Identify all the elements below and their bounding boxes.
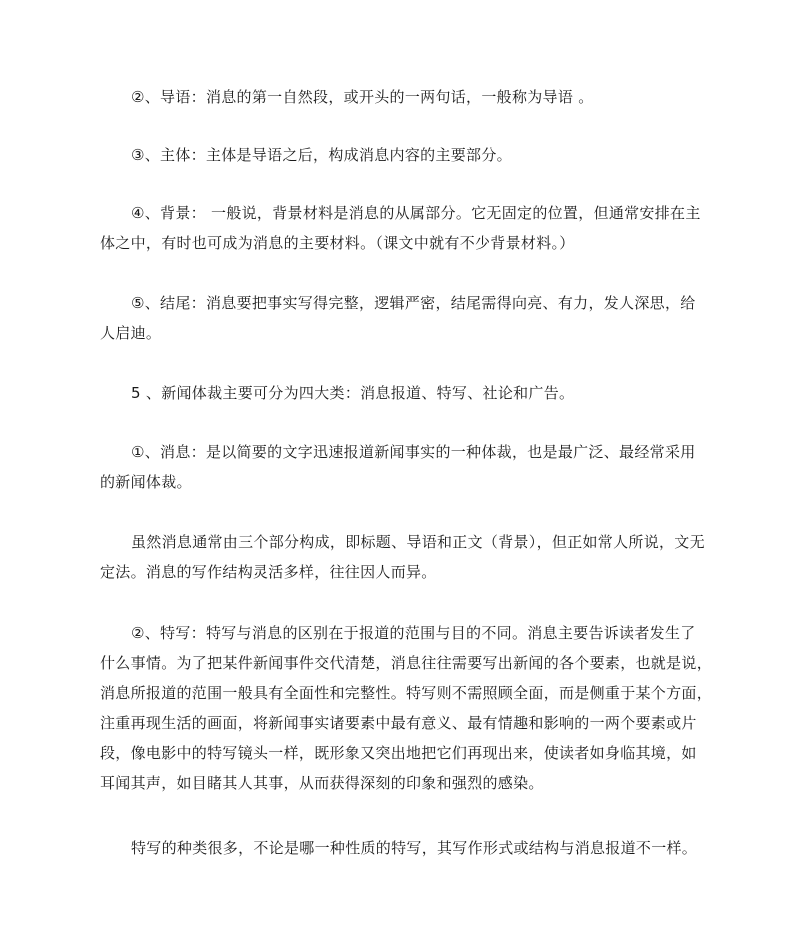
- text-line: 虽然消息通常由三个部分构成，即标题、导语和正文（背景），但正如常人所说，文无: [131, 533, 705, 551]
- text-line: 的新闻体裁。: [100, 473, 192, 491]
- text-line: 特写的种类很多，不论是哪一种性质的特写，其写作形式或结构与消息报道不一样。: [131, 839, 698, 857]
- paragraph-news-structure: [100, 527, 705, 587]
- text-line: ④、背景： 一般说，背景材料是消息的从属部分。它无固定的位置，但通常安排在主: [131, 204, 701, 222]
- text-line: ②、导语：消息的第一自然段，或开头的一两句话，一般称为导语 。: [131, 88, 594, 106]
- paragraph-background: [100, 198, 700, 258]
- text-line: 段，像电影中的特写镜头一样，既形象又突出地把它们再现出来，使读者如身临其境，如: [100, 744, 697, 762]
- text-line: ②、特写：特写与消息的区别在于报道的范围与目的不同。消息主要告诉读者发生了: [131, 624, 696, 642]
- paragraph-lead: [100, 82, 700, 112]
- text-line: 耳闻其声，如目睹其人其事，从而获得深刻的印象和强烈的感染。: [100, 774, 544, 792]
- paragraph-genre-types: [100, 378, 700, 408]
- text-line: ①、消息：是以简要的文字迅速报道新闻事实的一种体裁，也是最广泛、最经常采用: [131, 443, 696, 461]
- paragraph-ending: [100, 288, 700, 348]
- text-line: 体之中，有时也可成为消息的主要材料。（课文中就有不少背景材料。）: [100, 234, 575, 252]
- paragraph-feature-types: [100, 833, 700, 863]
- paragraph-news-definition: [100, 437, 700, 497]
- text-line: 定法。消息的写作结构灵活多样，往往因人而异。: [100, 563, 437, 581]
- text-line: ③、主体：主体是导语之后，构成消息内容的主要部分。: [131, 146, 512, 164]
- text-line: 注重再现生活的画面，将新闻事实诸要素中最有意义、最有情趣和影响的一两个要素或片: [100, 714, 697, 732]
- text-line: ⑤、结尾：消息要把事实写得完整，逻辑严密，结尾需得向亮、有力，发人深思，给: [131, 294, 696, 312]
- text-line: 5 、新闻体裁主要可分为四大类：消息报道、特写、社论和广告。: [131, 384, 575, 402]
- text-line: 人启迪。: [100, 324, 162, 342]
- text-line: 消息所报道的范围一般具有全面性和完整性。特写则不需照顾全面，而是侧重于某个方面，: [100, 684, 713, 702]
- paragraph-body: [100, 140, 700, 170]
- paragraph-feature-definition: [100, 618, 713, 798]
- text-line: 什么事情。为了把某件新闻事件交代清楚，消息往往需要写出新闻的各个要素，也就是说，: [100, 654, 713, 672]
